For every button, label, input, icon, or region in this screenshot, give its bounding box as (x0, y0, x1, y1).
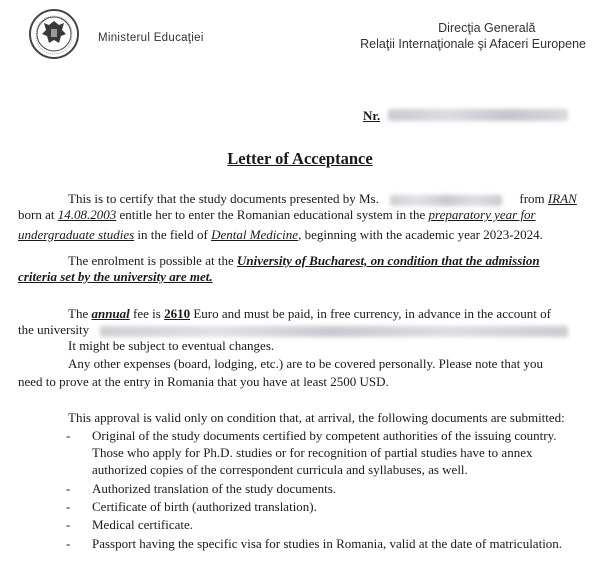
p1-field: in the field of (137, 227, 208, 242)
reference-number-label: Nr. (363, 108, 381, 123)
p1-text: This is to certify that the study documents presented by Ms. (68, 191, 379, 206)
bank-account-redacted (100, 326, 568, 337)
p1-line-3 (18, 227, 543, 243)
university-condition: criteria set by the university are met. (18, 269, 213, 284)
bullet-mark: - (66, 499, 71, 514)
program-value-cont: undergraduate studies (18, 227, 135, 242)
doc-item-3: Certificate of birth (authorized translation). (92, 499, 317, 514)
doc-item-4: Medical certificate. (92, 517, 194, 532)
p3-line-2 (18, 322, 568, 338)
p3-line-1 (68, 306, 551, 322)
ministry-name: Ministerul Educaţiei (98, 32, 204, 44)
p1-line-1 (68, 191, 577, 207)
doc-item-1-line-2: Those who apply for Ph.D. studies or for recognition of partial studies have to annex (92, 445, 533, 460)
bullet-mark: - (66, 481, 71, 496)
p1-line-2 (18, 207, 536, 223)
romania-crest-logo (28, 8, 80, 60)
directorate-line-1: Direcţia Generală (438, 21, 536, 35)
p2-line-1 (68, 253, 540, 269)
bullet-mark: - (66, 428, 71, 443)
doc-item-2: Authorized translation of the study documents. (92, 481, 337, 496)
p4-intro: This approval is valid only on condition that, at arrival, the following documents are submitted: (68, 410, 565, 425)
p3-university: the university (18, 322, 90, 337)
fee-value: 2610 (164, 306, 191, 321)
university-value: University of Bucharest, on condition that the admission (236, 253, 540, 268)
doc-item-5: Passport having the specific visa for studies in Romania, valid at the date of matriculation. (92, 536, 563, 551)
directorate-block (360, 20, 586, 52)
field-value: Dental Medicine (211, 227, 299, 242)
reference-number-redacted (388, 109, 568, 121)
country-value: IRAN (547, 191, 577, 206)
letter-title: Letter of Acceptance (227, 149, 373, 168)
p2-text: The enrolment is possible at the (68, 253, 234, 268)
p1-born: born at (18, 207, 55, 222)
p2-line-2 (18, 269, 213, 285)
p3-payment: Euro and must be paid, in free currency, in advance in the account of (193, 306, 551, 321)
annual-label: annual (91, 306, 130, 321)
bullet-mark: - (66, 517, 71, 532)
p3-line-4: Any other expenses (board, lodging, etc.) are to be covered personally. Please note that you (68, 356, 543, 371)
p3-line-3: It might be subject to eventual changes. (68, 338, 275, 353)
bullet-mark: - (66, 536, 71, 551)
birth-date-value: 14.08.2003 (57, 207, 117, 222)
doc-item-1-line-1: Original of the study documents certified by competent authorities of the issuing country. (92, 428, 557, 443)
p1-from: from (519, 191, 545, 206)
p3-the: The (68, 306, 89, 321)
p1-entitle: entitle her to enter the Romanian educational system in the (119, 207, 426, 222)
student-name-redacted (390, 195, 502, 206)
p1-year: , beginning with the academic year 2023-2024. (298, 227, 543, 242)
doc-item-1-line-3: authorized copies of the correspondent curricula and syllabuses, as well. (92, 462, 468, 477)
program-value: preparatory year for (428, 207, 536, 222)
directorate-line-2: Relaţii Internaţionale şi Afaceri Europene (360, 37, 586, 51)
p3-line-5: need to prove at the entry in Romania that you have at least 2500 USD. (18, 374, 389, 389)
p3-fee: fee is (133, 306, 161, 321)
